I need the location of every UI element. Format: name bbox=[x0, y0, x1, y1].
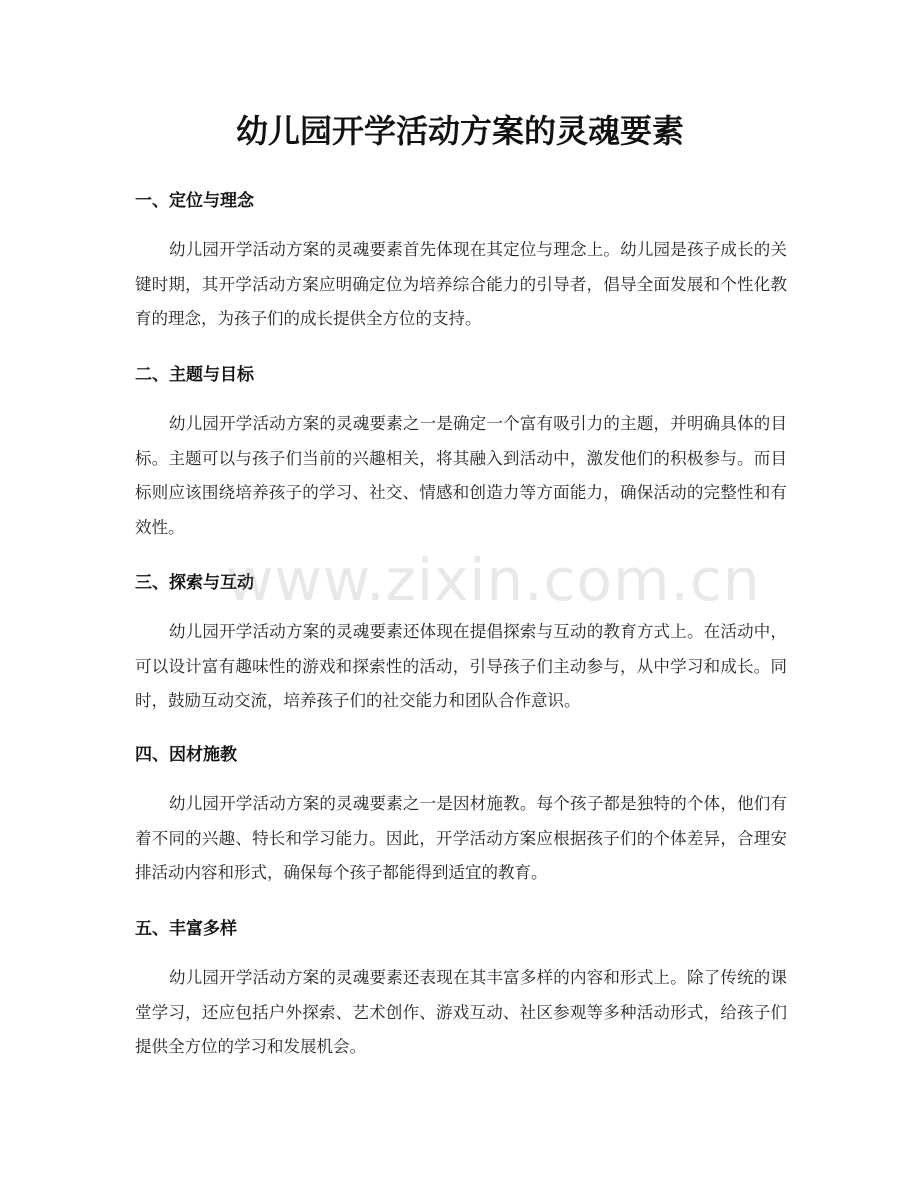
section-theme-goals bbox=[135, 363, 787, 545]
section-diversity bbox=[135, 917, 787, 1065]
section-paragraph: 幼儿园开学活动方案的灵魂要素还表现在其丰富多样的内容和形式上。除了传统的课堂学习，还应包括户外探索、艺术创作、游戏互动、社区参观等多种活动形式，给孩子们提供全方位的学习和发展机会。 bbox=[135, 968, 787, 1056]
section-paragraph: 幼儿园开学活动方案的灵魂要素之一是确定一个富有吸引力的主题，并明确具体的目标。主题可以与孩子们当前的兴趣相关，将其融入到活动中，激发他们的积极参与。而目标则应该围绕培养孩子的学习、社交、情感和创造力等方面能力，确保活动的完整性和有效性。 bbox=[135, 414, 787, 537]
section-heading: 一、定位与理念 bbox=[135, 191, 254, 211]
document-title: 幼儿园开学活动方案的灵魂要素 bbox=[235, 112, 684, 150]
section-heading: 五、丰富多样 bbox=[135, 919, 237, 939]
section-exploration bbox=[135, 571, 787, 719]
section-heading: 二、主题与目标 bbox=[135, 365, 254, 385]
section-paragraph: 幼儿园开学活动方案的灵魂要素之一是因材施教。每个孩子都是独特的个体，他们有着不同的兴趣、特长和学习能力。因此，开学活动方案应根据孩子们的个体差异，合理安排活动内容和形式，确保每个孩子都能得到适宜的教育。 bbox=[135, 794, 787, 882]
section-heading: 三、探索与互动 bbox=[135, 573, 254, 593]
section-paragraph: 幼儿园开学活动方案的灵魂要素还体现在提倡探索与互动的教育方式上。在活动中，可以设计富有趣味性的游戏和探索性的活动，引导孩子们主动参与，从中学习和成长。同时，鼓励互动交流，培养孩子们的社交能力和团队合作意识。 bbox=[135, 622, 787, 710]
section-individualized bbox=[135, 743, 787, 891]
section-paragraph: 幼儿园开学活动方案的灵魂要素首先体现在其定位与理念上。幼儿园是孩子成长的关键时期，其开学活动方案应明确定位为培养综合能力的引导者，倡导全面发展和个性化教育的理念，为孩子们的成长提供全方位的支持。 bbox=[135, 240, 787, 328]
section-heading: 四、因材施教 bbox=[135, 745, 237, 765]
watermark: www.zixin.com.cn bbox=[226, 546, 761, 614]
section-positioning bbox=[135, 189, 787, 337]
